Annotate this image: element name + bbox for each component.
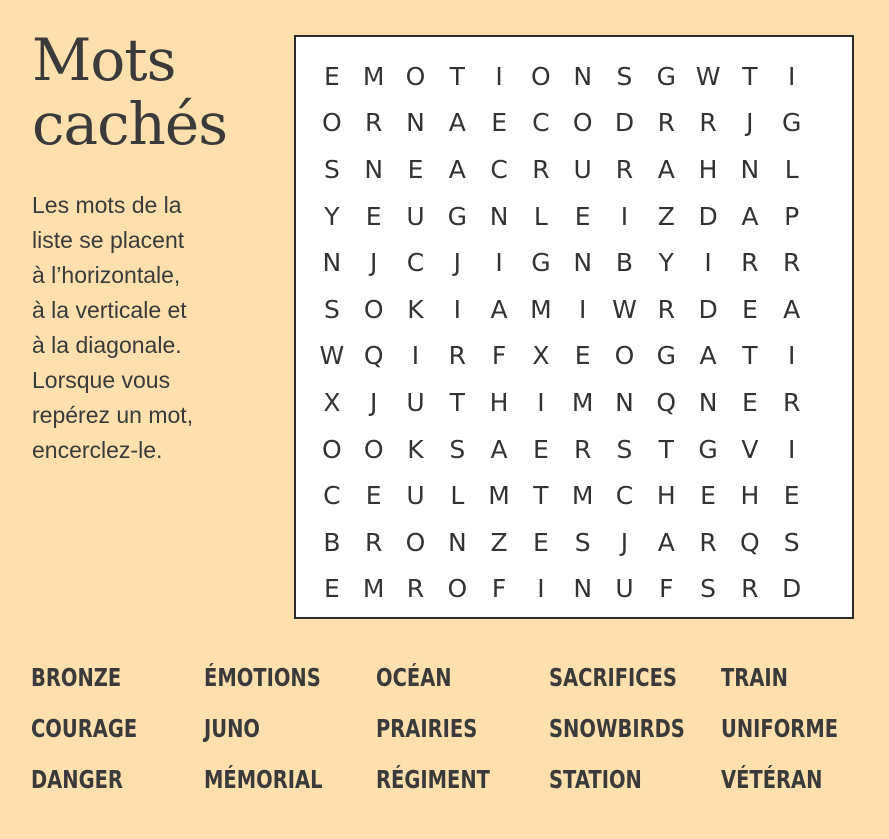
letter-cell[interactable]: H bbox=[656, 481, 676, 511]
letter-cell[interactable]: N bbox=[489, 201, 509, 231]
letter-cell[interactable]: U bbox=[406, 201, 425, 231]
letter-cell[interactable]: N bbox=[698, 387, 718, 417]
letter-cell[interactable]: N bbox=[322, 248, 342, 278]
word-list-item: BRONZE bbox=[31, 663, 122, 692]
letter-cell[interactable]: M bbox=[488, 481, 510, 511]
letter-cell[interactable]: I bbox=[787, 61, 796, 91]
letter-cell[interactable]: O bbox=[614, 341, 635, 371]
letter-cell[interactable]: E bbox=[407, 154, 424, 184]
letter-cell[interactable]: O bbox=[363, 434, 384, 464]
letter-cell[interactable]: J bbox=[370, 248, 378, 278]
letter-cell[interactable]: N bbox=[573, 574, 593, 604]
letter-cell[interactable]: R bbox=[532, 154, 550, 184]
letter-cell[interactable]: V bbox=[741, 434, 759, 464]
letter-cell[interactable]: N bbox=[573, 61, 593, 91]
letter-cell[interactable]: N bbox=[447, 527, 467, 557]
instructions-line: repérez un mot, bbox=[32, 402, 194, 428]
letter-cell[interactable]: S bbox=[783, 527, 800, 557]
letter-cell[interactable]: R bbox=[365, 108, 383, 138]
word-list-item: SACRIFICES bbox=[548, 663, 677, 692]
letter-cell[interactable]: I bbox=[411, 341, 420, 371]
letter-cell[interactable]: U bbox=[573, 154, 592, 184]
letter-cell[interactable]: I bbox=[787, 341, 796, 371]
letter-cell[interactable]: X bbox=[532, 341, 550, 371]
letter-cell[interactable]: M bbox=[571, 481, 594, 511]
letter-cell[interactable]: S bbox=[323, 154, 340, 184]
letter-cell[interactable]: R bbox=[573, 434, 592, 464]
letter-cell[interactable]: G bbox=[698, 434, 718, 464]
letter-cell[interactable]: T bbox=[658, 434, 674, 464]
letter-cell[interactable]: D bbox=[698, 294, 718, 324]
letter-cell[interactable]: A bbox=[783, 294, 801, 324]
word-list-item: STATION bbox=[548, 765, 642, 794]
letter-cell[interactable]: O bbox=[405, 527, 426, 557]
word-list bbox=[31, 658, 889, 811]
letter-grid bbox=[311, 53, 813, 612]
letter-cell[interactable]: W bbox=[612, 294, 637, 324]
letter-cell[interactable]: G bbox=[447, 201, 467, 231]
letter-cell[interactable]: E bbox=[532, 434, 549, 464]
letter-cell[interactable]: L bbox=[450, 481, 465, 511]
letter-cell[interactable]: Q bbox=[656, 387, 677, 417]
letter-cell[interactable]: N bbox=[573, 248, 593, 278]
word-list-item: COURAGE bbox=[31, 714, 138, 743]
letter-cell[interactable]: O bbox=[363, 294, 384, 324]
letter-cell[interactable]: F bbox=[491, 341, 507, 371]
letter-cell[interactable]: O bbox=[572, 108, 593, 138]
letter-cell[interactable]: T bbox=[742, 61, 758, 91]
word-list-item: MÉMORIAL bbox=[203, 765, 322, 794]
letter-cell[interactable]: R bbox=[782, 387, 801, 417]
puzzle-title bbox=[32, 28, 227, 156]
word-list-item: RÉGIMENT bbox=[376, 765, 490, 794]
instructions bbox=[32, 188, 262, 468]
letter-cell[interactable]: I bbox=[495, 248, 503, 278]
letter-cell[interactable]: M bbox=[571, 387, 594, 417]
letter-cell[interactable]: R bbox=[741, 574, 759, 604]
letter-cell[interactable]: O bbox=[531, 61, 551, 91]
letter-cell[interactable]: K bbox=[407, 434, 424, 464]
letter-cell[interactable]: E bbox=[532, 527, 549, 557]
letter-cell[interactable]: E bbox=[365, 481, 382, 511]
letter-cell[interactable]: Q bbox=[363, 341, 384, 371]
letter-cell[interactable]: I bbox=[620, 201, 629, 231]
letter-cell[interactable]: R bbox=[741, 248, 759, 278]
letter-cell[interactable]: E bbox=[574, 201, 591, 231]
letter-cell[interactable]: C bbox=[532, 108, 550, 138]
letter-cell[interactable]: E bbox=[783, 481, 800, 511]
letter-cell[interactable]: H bbox=[698, 154, 718, 184]
letter-cell[interactable]: M bbox=[362, 574, 385, 604]
letter-cell[interactable]: I bbox=[787, 434, 796, 464]
letter-cell[interactable]: R bbox=[448, 341, 466, 371]
letter-cell[interactable]: C bbox=[323, 481, 341, 511]
instructions-line: encerclez-le. bbox=[32, 437, 163, 463]
letter-cell[interactable]: S bbox=[574, 527, 591, 557]
letter-cell[interactable]: A bbox=[741, 201, 759, 231]
instructions-line: à la diagonale. bbox=[32, 332, 182, 358]
letter-cell[interactable]: E bbox=[324, 61, 340, 91]
word-list-item: ÉMOTIONS bbox=[203, 663, 321, 692]
letter-cell[interactable]: J bbox=[453, 248, 461, 278]
letter-cell[interactable]: X bbox=[323, 387, 341, 417]
letter-cell[interactable]: O bbox=[322, 108, 342, 138]
letter-grid-board bbox=[294, 35, 854, 619]
letter-cell[interactable]: E bbox=[365, 201, 382, 231]
letter-cell[interactable]: I bbox=[495, 61, 503, 91]
letter-cell[interactable]: W bbox=[319, 341, 345, 371]
letter-cell[interactable]: G bbox=[531, 248, 551, 278]
letter-cell[interactable]: Y bbox=[324, 201, 340, 231]
letter-cell[interactable]: N bbox=[615, 387, 634, 417]
word-list-item: JUNO bbox=[203, 714, 260, 743]
letter-cell[interactable]: T bbox=[449, 387, 465, 417]
letter-cell[interactable]: E bbox=[324, 574, 340, 604]
letter-cell[interactable]: M bbox=[530, 294, 552, 324]
letter-cell[interactable]: Z bbox=[657, 201, 675, 231]
letter-cell[interactable]: M bbox=[362, 61, 385, 91]
instructions-line: liste se placent bbox=[32, 227, 185, 253]
letter-cell[interactable]: U bbox=[615, 574, 634, 604]
word-list-item: TRAIN bbox=[721, 663, 788, 692]
letter-cell[interactable]: A bbox=[699, 341, 717, 371]
letter-cell[interactable]: Z bbox=[490, 527, 508, 557]
letter-cell[interactable]: B bbox=[615, 248, 634, 278]
letter-cell[interactable]: A bbox=[490, 434, 508, 464]
letter-cell[interactable]: R bbox=[406, 574, 425, 604]
letter-cell[interactable]: R bbox=[615, 154, 634, 184]
letter-cell[interactable]: I bbox=[578, 294, 587, 324]
letter-cell[interactable]: A bbox=[448, 154, 466, 184]
letter-cell[interactable]: F bbox=[491, 574, 507, 604]
letter-cell[interactable]: R bbox=[657, 108, 675, 138]
letter-cell[interactable]: O bbox=[322, 434, 342, 464]
word-list-item: DANGER bbox=[31, 765, 123, 794]
letter-cell[interactable]: U bbox=[406, 481, 425, 511]
letter-cell[interactable]: F bbox=[659, 574, 674, 604]
letter-cell[interactable]: U bbox=[406, 387, 425, 417]
letter-cell[interactable]: C bbox=[615, 481, 634, 511]
word-list-item: OCÉAN bbox=[376, 663, 452, 692]
letter-cell[interactable]: E bbox=[741, 294, 758, 324]
letter-cell[interactable]: N bbox=[364, 154, 384, 184]
letter-cell[interactable]: B bbox=[323, 527, 341, 557]
letter-cell[interactable]: S bbox=[700, 574, 716, 604]
letter-cell[interactable]: D bbox=[698, 201, 718, 231]
letter-cell[interactable]: R bbox=[699, 108, 717, 138]
word-list-item: VÉTÉRAN bbox=[721, 765, 823, 794]
letter-cell[interactable]: C bbox=[490, 154, 508, 184]
letter-cell[interactable]: G bbox=[656, 341, 676, 371]
letter-cell[interactable]: I bbox=[537, 574, 545, 604]
letter-cell[interactable]: J bbox=[746, 108, 754, 138]
letter-cell[interactable]: Y bbox=[658, 248, 674, 278]
letter-cell[interactable]: N bbox=[740, 154, 760, 184]
letter-cell[interactable]: I bbox=[537, 387, 545, 417]
letter-cell[interactable]: E bbox=[491, 108, 507, 138]
letter-cell[interactable]: H bbox=[489, 387, 509, 417]
puzzle-title-line-2: cachés bbox=[32, 90, 227, 158]
instructions-line: à l’horizontale, bbox=[32, 262, 181, 288]
instructions-line: Les mots de la bbox=[32, 192, 182, 218]
letter-cell[interactable]: P bbox=[784, 201, 800, 231]
letter-cell[interactable]: L bbox=[784, 154, 799, 184]
letter-cell[interactable]: E bbox=[700, 481, 716, 511]
letter-cell[interactable]: J bbox=[370, 387, 378, 417]
word-list-item: PRAIRIES bbox=[376, 714, 478, 743]
letter-cell[interactable]: G bbox=[656, 61, 676, 91]
letter-cell[interactable]: S bbox=[616, 434, 633, 464]
letter-cell[interactable]: A bbox=[657, 527, 675, 557]
letter-cell[interactable]: A bbox=[448, 108, 466, 138]
letter-cell[interactable]: I bbox=[453, 294, 461, 324]
letter-cell[interactable]: S bbox=[449, 434, 466, 464]
letter-cell[interactable]: J bbox=[620, 527, 629, 557]
letter-cell[interactable]: E bbox=[741, 387, 758, 417]
letter-cell[interactable]: W bbox=[695, 61, 721, 91]
letter-cell[interactable]: R bbox=[782, 248, 801, 278]
letter-cell[interactable]: T bbox=[533, 481, 549, 511]
letter-cell[interactable]: K bbox=[407, 294, 424, 324]
letter-cell[interactable]: O bbox=[447, 574, 468, 604]
letter-cell[interactable]: S bbox=[616, 61, 633, 91]
word-list-item: SNOWBIRDS bbox=[548, 714, 685, 743]
letter-cell[interactable]: A bbox=[657, 154, 675, 184]
letter-cell[interactable]: N bbox=[406, 108, 425, 138]
letter-cell[interactable]: C bbox=[406, 248, 425, 278]
letter-cell[interactable]: Q bbox=[740, 527, 760, 557]
letter-cell[interactable]: R bbox=[365, 527, 383, 557]
letter-cell[interactable]: O bbox=[405, 61, 426, 91]
letter-cell[interactable]: G bbox=[781, 108, 802, 138]
letter-cell[interactable]: L bbox=[533, 201, 548, 231]
letter-cell[interactable]: I bbox=[704, 248, 712, 278]
letter-cell[interactable]: A bbox=[490, 294, 508, 324]
letter-cell[interactable]: R bbox=[657, 294, 675, 324]
letter-cell[interactable]: R bbox=[699, 527, 717, 557]
puzzle-title-line-1: Mots bbox=[32, 26, 176, 94]
letter-cell[interactable]: H bbox=[740, 481, 760, 511]
letter-cell[interactable]: D bbox=[614, 108, 635, 138]
letter-cell[interactable]: S bbox=[323, 294, 340, 324]
instructions-line: à la verticale et bbox=[32, 297, 187, 323]
letter-cell[interactable]: T bbox=[742, 341, 758, 371]
letter-cell[interactable]: E bbox=[574, 341, 591, 371]
word-list-item: UNIFORME bbox=[721, 714, 839, 743]
letter-cell[interactable]: D bbox=[782, 574, 802, 604]
letter-cell[interactable]: T bbox=[449, 61, 465, 91]
instructions-line: Lorsque vous bbox=[32, 367, 171, 393]
